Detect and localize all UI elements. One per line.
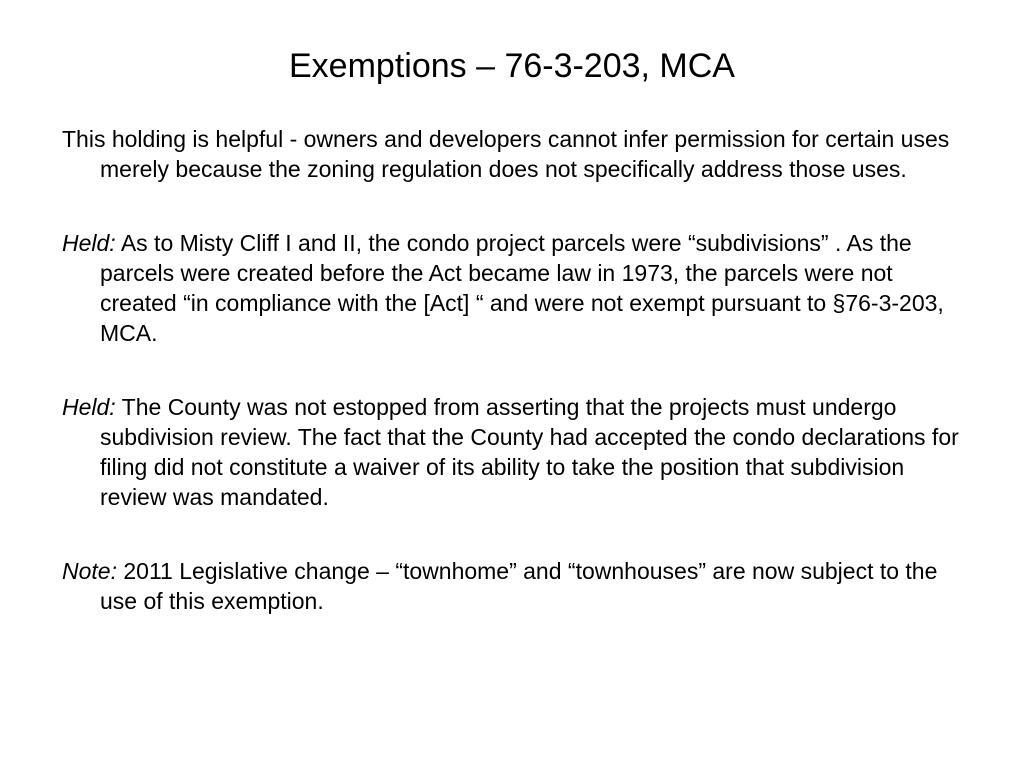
paragraph-text: The County was not estopped from asserting that the projects must undergo subdivision review. The fact that the County had accepted the condo declarations for filing did not constitute a waiver of its ability to take the position that subdivision review was mandated. (100, 394, 959, 510)
paragraph-text: 2011 Legislative change – “townhome” and “townhouses” are now subject to the use of this exemption. (100, 558, 938, 614)
paragraph-lead: Note: (62, 558, 117, 584)
paragraph-text: This holding is helpful - owners and developers cannot infer permission for certain uses merely because the zoning regulation does not specifically address those uses. (62, 126, 950, 182)
body-paragraph-note (62, 556, 962, 616)
paragraph-text: As to Misty Cliff I and II, the condo project parcels were “subdivisions” . As the parcels were created before the Act became law in 1973, the parcels were not created “in compliance with the [Act] “ and were not exempt pursuant to §76-3-203, MCA. (100, 230, 944, 346)
slide-body (62, 124, 962, 616)
body-paragraph-held-misty-cliff (62, 228, 962, 348)
slide-title: Exemptions – 76-3-203, MCA (289, 47, 735, 85)
body-paragraph-holding (62, 124, 962, 184)
body-paragraph-held-estoppel (62, 392, 962, 512)
paragraph-lead: Held: (62, 394, 116, 420)
paragraph-lead: Held: (62, 230, 116, 256)
